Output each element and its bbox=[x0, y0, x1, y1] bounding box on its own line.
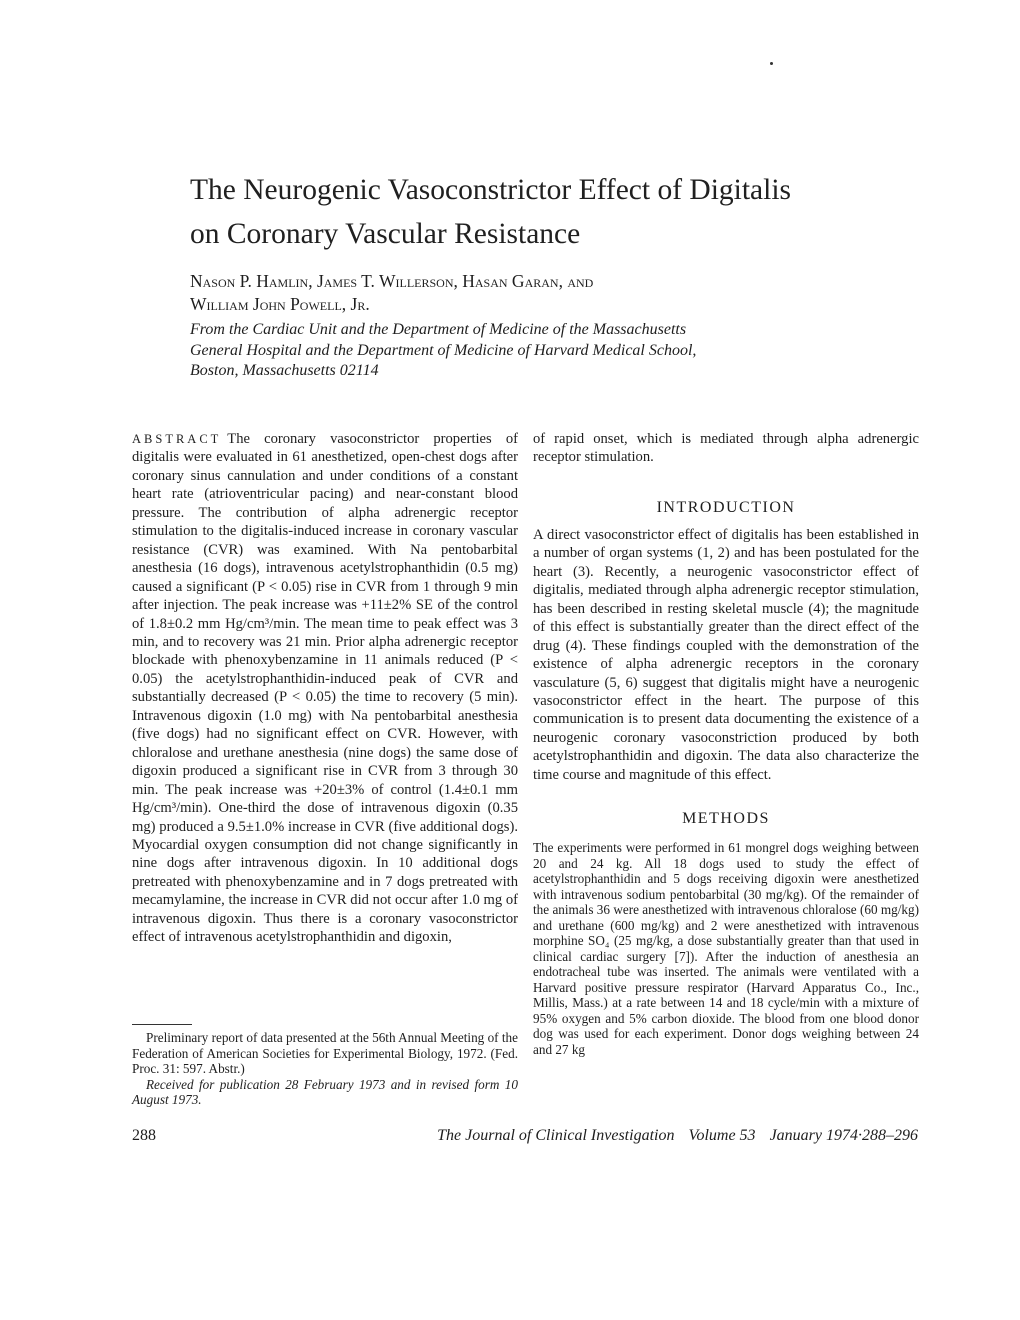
footnotes bbox=[132, 1030, 518, 1108]
article-title bbox=[190, 168, 890, 256]
abstract-continued: of rapid onset, which is mediated through alpha adrenergic receptor stimulation. bbox=[533, 431, 919, 466]
page-number: 288 bbox=[132, 1127, 156, 1144]
title-line-2: on Coronary Vascular Resistance bbox=[190, 218, 581, 250]
title-line-1: The Neurogenic Vasoconstrictor Effect of Digitalis bbox=[190, 174, 792, 206]
right-column bbox=[533, 430, 919, 1057]
authors-line-2: William John Powell, Jr. bbox=[190, 294, 370, 314]
methods-text: The experiments were performed in 61 mongrel dogs weighing between 20 and 24 kg. All 18 dogs used to study the effect of acetylstrophanthidin and 5 dogs receiving digoxin were anesthetized with intravenous sodium pentobarbital (30 mg/kg). Of the remainder of the animals 36 were anesthetized with intravenous chloralose (60 mg/kg) and urethane (600 mg/kg) and 2 were anesthetized with intravenous morphine SO₄ (25 mg/kg, a dose substantially greater than that used in clinical cardiac surgery [7]). After the induction of anesthesia an endotracheal tube was inserted. The animals were ventilated with a Harvard positive pressure respirator (Harvard Apparatus Co., Inc., Millis, Mass.) at a rate between 14 and 18 cycle/min with a mixture of 95% oxygen and 5% carbon dioxide. The blood from one blood donor dog was used for each experiment. Donor dogs weighing between 24 and 27 kg bbox=[533, 840, 919, 1057]
footnote-rule bbox=[132, 1024, 192, 1025]
introduction-text: A direct vasoconstrictor effect of digitalis has been established in a number of organ systems (1, 2) and has been postulated for the heart (3). Recently, a neurogenic vasoconstrictor effect of digitalis, mediated through alpha adrenergic receptor stimulation, has been described in resting skeletal muscle (4); the magnitude of this effect is substantially greater than the direct effect of the drug (4). These findings coupled with the demonstration of the existence of alpha adrenergic receptors in the coronary vasculature (5, 6) suggest that digitalis might have a neurogenic vasoconstrictor effect in the heart. The purpose of this communication is to present data documenting the existence of a neurogenic coronary vasoconstriction produced by both acetylstrophanthidin and digoxin. The data also characterize the time course and magnitude of this effect. bbox=[533, 526, 919, 783]
author-list bbox=[190, 270, 890, 316]
abstract-text: The coronary vasoconstrictor properties of digitalis were evaluated in 61 anesthetized, open-chest dogs after coronary sinus cannulation and under conditions of a constant heart rate (atrioventricular pacing) and near-constant blood pressure. The contribution of alpha adrenergic receptor stimulation to the digitalis-induced increase in coronary vascular resistance (CVR) was examined. With Na pentobarbital anesthesia (16 dogs), intravenous acetylstrophanthidin (0.5 mg) caused a significant (P < 0.05) rise in CVR from 1 through 9 min after injection. The peak increase was +11±2% SE of the control of 1.8±0.2 mm Hg/cm³/min. The mean time to peak effect was 3 min, and to recovery was 21 min. Prior alpha adrenergic receptor blockade with phenoxybenzamine in 11 animals reduced (P < 0.05) the acetylstrophanthidin-induced peak of CVR and substantially decreased (P < 0.05) the time to recovery (5 min). Intravenous digoxin (1.0 mg) with Na pentobarbital anesthesia (five dogs) had no significant effect on CVR. However, with chloralose and urethane anesthesia (nine dogs) the same dose of digoxin produced a significant rise in CVR from 3 through 30 min. The peak increase was +20±3% of control (1.4±0.1 mm Hg/cm³/min). One-third the dose of intravenous digoxin (0.35 mg) produced a 9.5±1.0% increase in CVR (five additional dogs). Myocardial oxygen consumption did not change significantly in nine dogs after intravenous digoxin. In 10 additional dogs pretreated with phenoxybenzamine and in 7 dogs pretreated with mecamylamine, the increase in CVR did not occur after 1.0 mg of intravenous digoxin. Thus there is a coronary vasoconstrictor effect of intravenous acetylstrophanthidin and digoxin, bbox=[132, 431, 518, 946]
affiliation bbox=[190, 320, 810, 382]
abstract-label: ABSTRACT bbox=[132, 432, 222, 446]
affiliation-line-3: Boston, Massachusetts 02114 bbox=[190, 362, 379, 379]
introduction-heading: INTRODUCTION bbox=[656, 498, 796, 516]
journal-citation bbox=[437, 1127, 918, 1145]
speck-mark bbox=[770, 62, 773, 65]
footnote-preliminary: Preliminary report of data presented at the 56th Annual Meeting of the Federation of American Societies for Experimental Biology, 1972. (Fed. Proc. 31: 597. Abstr.) bbox=[132, 1030, 518, 1076]
methods-heading: METHODS bbox=[682, 810, 770, 828]
left-column bbox=[132, 430, 518, 947]
affiliation-line-2: General Hospital and the Department of Medicine of Harvard Medical School, bbox=[190, 341, 697, 359]
footnote-received: Received for publication 28 February 1973 and in revised form 10 August 1973. bbox=[132, 1076, 518, 1107]
authors-line-1: Nason P. Hamlin, James T. Willerson, Hasan Garan, and bbox=[190, 271, 594, 291]
journal-volume: Volume 53 bbox=[688, 1127, 756, 1144]
abstract bbox=[132, 430, 518, 947]
journal-name: The Journal of Clinical Investigation bbox=[437, 1127, 675, 1144]
journal-issue: January 1974·288–296 bbox=[769, 1127, 918, 1144]
affiliation-line-1: From the Cardiac Unit and the Department of Medicine of the Massachusetts bbox=[190, 321, 687, 338]
